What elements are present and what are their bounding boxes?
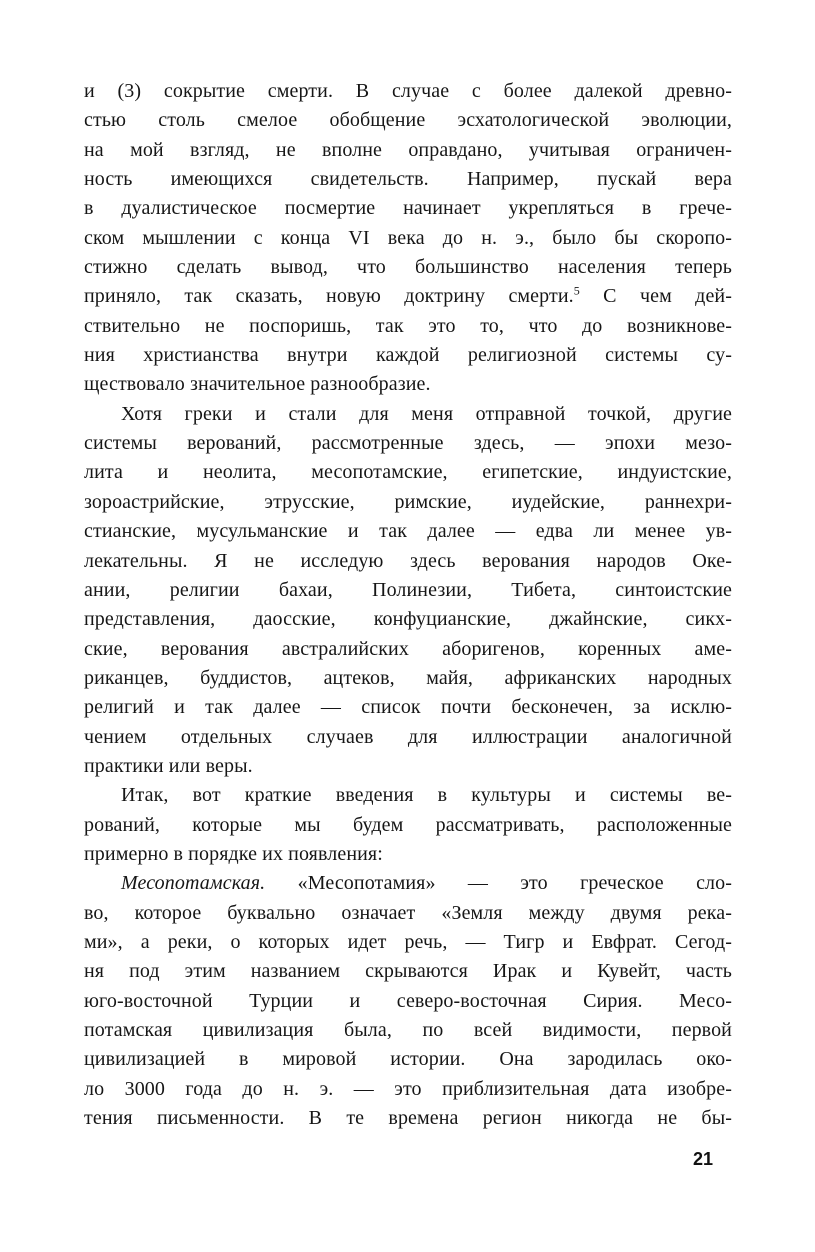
text-line: [84, 106, 732, 135]
text-line: [84, 928, 732, 957]
text-line: [84, 370, 732, 399]
text-line: [84, 1016, 732, 1045]
paragraph: [84, 869, 732, 1133]
text-line: [84, 429, 732, 458]
text-segment: представления, даосские, конфуцианские, джайнские, сикх-: [84, 608, 732, 631]
text-line: [84, 899, 732, 928]
text-segment: практики или веры.: [84, 754, 253, 777]
text-line: [84, 957, 732, 986]
text-segment: ствительно не поспоришь, так это то, что до возникнове-: [84, 314, 732, 337]
text-line: [84, 517, 732, 546]
text-line: [84, 987, 732, 1016]
text-segment: ность имеющихся свидетельств. Например, пускай вера: [84, 168, 732, 191]
text-line: [84, 811, 732, 840]
text-line: [84, 723, 732, 752]
text-line: [84, 693, 732, 722]
text-segment: и (3) сокрытие смерти. В случае с более далекой древно-: [84, 80, 732, 102]
text-segment: Хотя греки и стали для меня отправной точкой, другие: [121, 402, 732, 425]
italic-term: Месопотамская.: [121, 872, 266, 895]
text-line: [84, 635, 732, 664]
text-segment: рований, которые мы будем рассматривать, расположенные: [84, 813, 732, 836]
text-line: [84, 488, 732, 517]
paragraph: [84, 400, 732, 781]
text-line: [84, 869, 732, 898]
text-segment: юго-восточной Турции и северо-восточная Сирия. Месо-: [84, 989, 732, 1012]
text-line: [84, 77, 732, 106]
footnote-marker: 5: [573, 283, 580, 298]
text-segment: ском мышлении с конца VI века до н. э., было бы скоропо-: [84, 226, 732, 249]
text-segment: ские, верования австралийских аборигенов, коренных аме-: [84, 637, 732, 660]
paragraph: [84, 77, 732, 400]
text-segment: ня под этим названием скрываются Ирак и Кувейт, часть: [84, 960, 732, 983]
text-segment: стью столь смелое обобщение эсхатологической эволюции,: [84, 109, 732, 132]
text-segment: «Месопотамия» — это греческое сло-: [265, 872, 732, 895]
text-line: [84, 840, 732, 869]
text-line: [84, 1075, 732, 1104]
text-line: [84, 458, 732, 487]
text-segment: ществовало значительное разнообразие.: [84, 373, 431, 396]
text-segment: зороастрийские, этрусские, римские, иудейские, раннехри-: [84, 490, 732, 513]
text-line: [84, 194, 732, 223]
text-line: [84, 752, 732, 781]
text-segment: ми», а реки, о которых идет речь, — Тигр и Евфрат. Сегод-: [84, 930, 732, 953]
text-segment: стижно сделать вывод, что большинство населения теперь: [84, 256, 732, 279]
text-line: [84, 664, 732, 693]
text-line: [84, 165, 732, 194]
text-line: [84, 136, 732, 165]
text-segment: системы верований, рассмотренные здесь, — эпохи мезо-: [84, 432, 732, 455]
text-line: [84, 547, 732, 576]
paragraph: [84, 781, 732, 869]
text-line: [84, 341, 732, 370]
text-line: [84, 1104, 732, 1133]
text-line: [84, 282, 732, 311]
text-segment: Итак, вот краткие введения в культуры и системы ве-: [121, 784, 732, 807]
text-line: [84, 576, 732, 605]
text-line: [84, 781, 732, 810]
text-segment: религий и так далее — список почти бесконечен, за исклю-: [84, 696, 732, 719]
text-segment: лекательны. Я не исследую здесь верования народов Оке-: [84, 549, 732, 572]
text-block: [84, 77, 732, 1133]
text-line: [84, 400, 732, 429]
text-line: [84, 1045, 732, 1074]
text-segment: риканцев, буддистов, ацтеков, майя, африканских народных: [84, 666, 732, 689]
text-segment: потамская цивилизация была, по всей видимости, первой: [84, 1019, 732, 1041]
text-segment: примерно в порядке их появления:: [84, 842, 383, 865]
text-segment: ло 3000 года до н. э. — это приблизительная дата изобре-: [84, 1077, 732, 1100]
text-line: [84, 605, 732, 634]
text-segment: во, которое буквально означает «Земля между двумя река-: [84, 901, 732, 924]
text-segment: ния христианства внутри каждой религиозной системы су-: [84, 344, 732, 367]
text-segment: на мой взгляд, не вполне оправдано, учитывая ограничен-: [84, 138, 732, 161]
text-segment: стианские, мусульманские и так далее — едва ли менее ув-: [84, 520, 732, 543]
text-line: [84, 312, 732, 341]
text-segment: чением отдельных случаев для иллюстрации аналогичной: [84, 725, 732, 748]
text-segment: ании, религии бахаи, Полинезии, Тибета, синтоистские: [84, 578, 732, 601]
text-line: [84, 224, 732, 253]
text-segment: приняло, так сказать, новую доктрину смерти.: [84, 285, 574, 308]
text-segment: лита и неолита, месопотамские, египетские, индуистские,: [84, 461, 732, 484]
text-segment: С чем дей-: [579, 285, 732, 308]
text-segment: цивилизацией в мировой истории. Она зародилась око-: [84, 1048, 732, 1071]
text-segment: в дуалистическое посмертие начинает укрепляться в грече-: [84, 197, 732, 220]
text-segment: тения письменности. В те времена регион никогда не бы-: [84, 1107, 732, 1130]
page-number: 21: [692, 1149, 713, 1169]
text-line: [84, 253, 732, 282]
